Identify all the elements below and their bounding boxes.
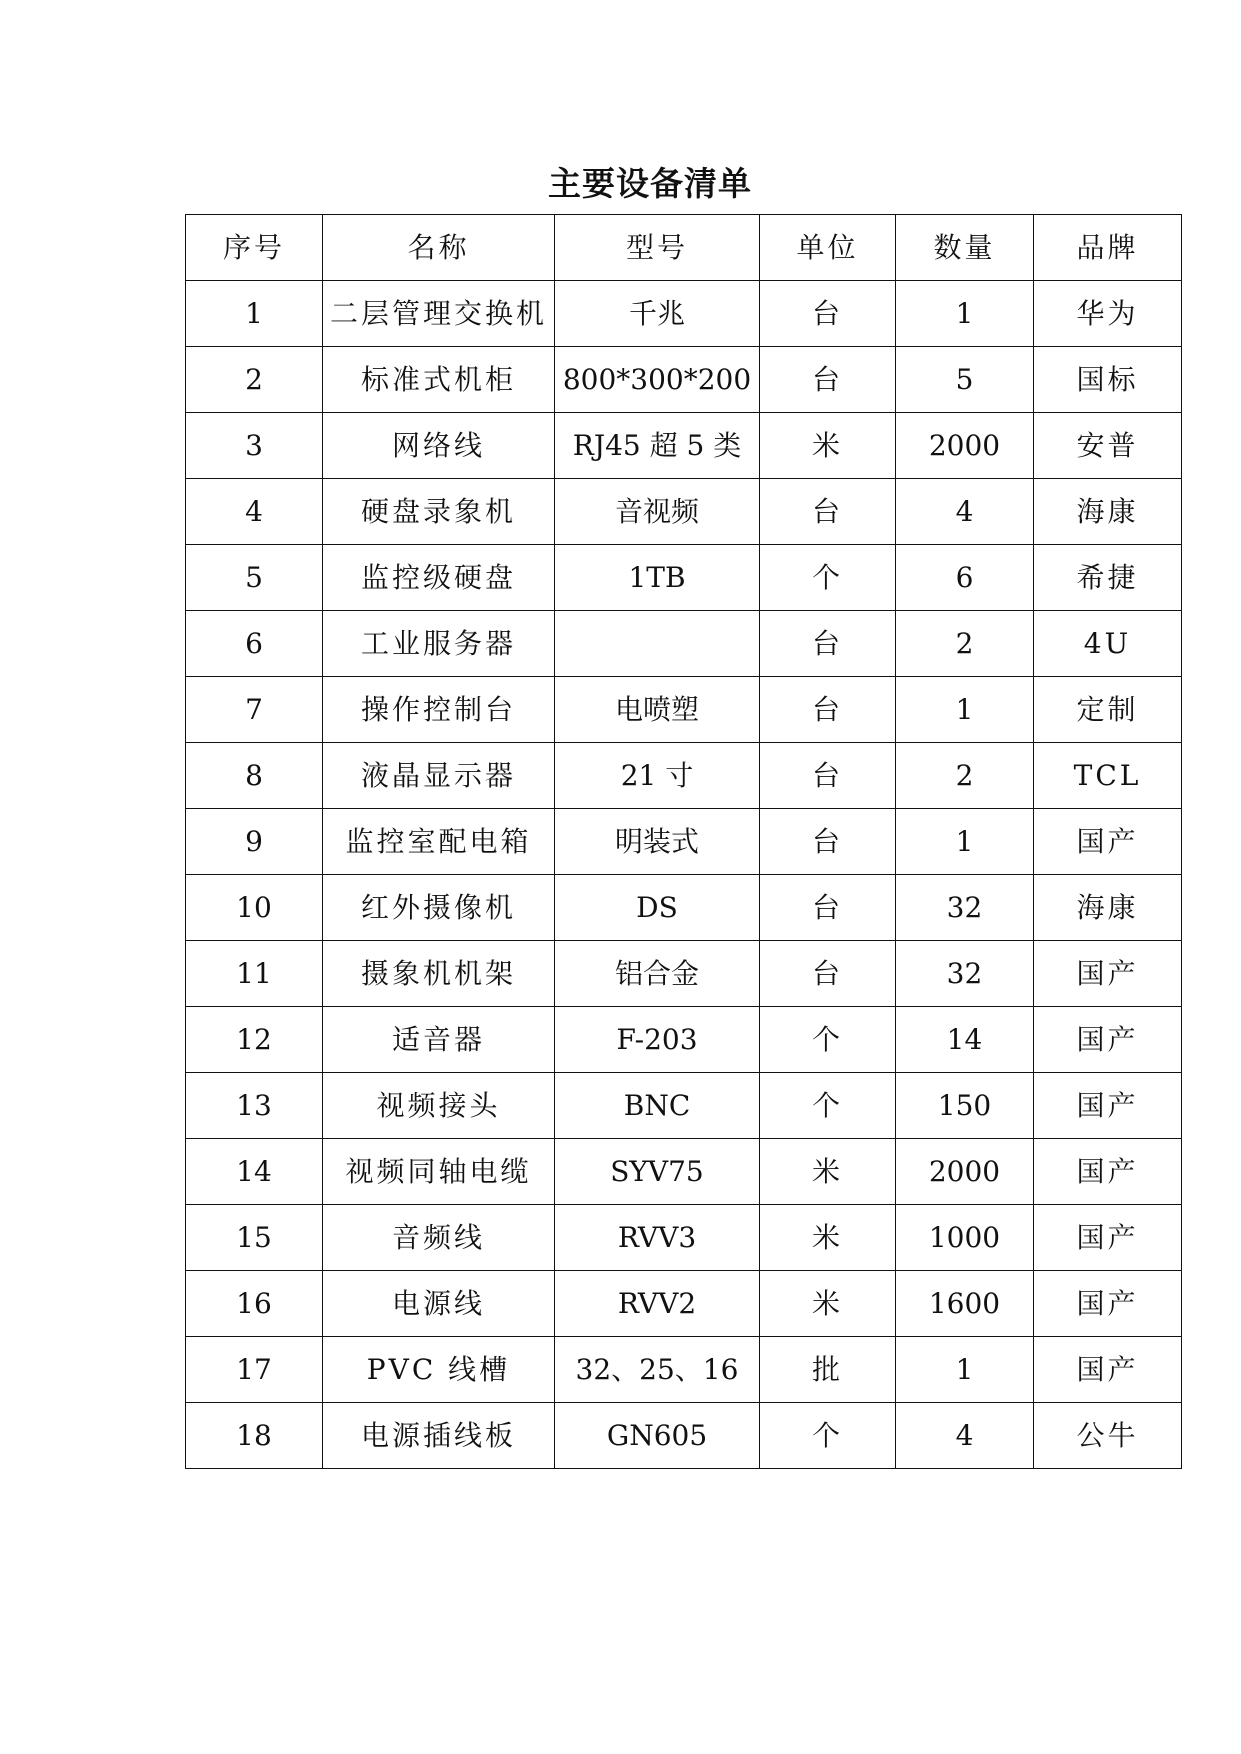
cell-serial-number: 10 — [186, 875, 323, 941]
cell-quantity: 1 — [896, 809, 1034, 875]
cell-brand: 定制 — [1034, 677, 1182, 743]
cell-serial-number: 5 — [186, 545, 323, 611]
table-row — [186, 545, 1182, 611]
cell-quantity: 2000 — [896, 1139, 1034, 1205]
cell-model: RJ45 超 5 类 — [555, 413, 760, 479]
cell-model: 音视频 — [555, 479, 760, 545]
cell-serial-number: 14 — [186, 1139, 323, 1205]
cell-model — [555, 611, 760, 677]
cell-model: RVV3 — [555, 1205, 760, 1271]
cell-brand: 海康 — [1034, 875, 1182, 941]
cell-model: SYV75 — [555, 1139, 760, 1205]
cell-serial-number: 8 — [186, 743, 323, 809]
cell-model: 千兆 — [555, 281, 760, 347]
cell-brand: 国产 — [1034, 809, 1182, 875]
cell-name: 液晶显示器 — [323, 743, 555, 809]
cell-name: 适音器 — [323, 1007, 555, 1073]
cell-unit: 米 — [760, 1205, 896, 1271]
cell-name: 网络线 — [323, 413, 555, 479]
table-row — [186, 479, 1182, 545]
table-row — [186, 1403, 1182, 1469]
cell-quantity: 150 — [896, 1073, 1034, 1139]
cell-model: 32、25、16 — [555, 1337, 760, 1403]
cell-brand: 4U — [1034, 611, 1182, 677]
cell-name: 视频同轴电缆 — [323, 1139, 555, 1205]
table-row — [186, 281, 1182, 347]
cell-name: 标准式机柜 — [323, 347, 555, 413]
cell-quantity: 4 — [896, 1403, 1034, 1469]
cell-quantity: 32 — [896, 875, 1034, 941]
cell-name: 工业服务器 — [323, 611, 555, 677]
table-row — [186, 809, 1182, 875]
cell-quantity: 1 — [896, 1337, 1034, 1403]
cell-unit: 台 — [760, 875, 896, 941]
header-model: 型号 — [555, 215, 760, 281]
cell-serial-number: 9 — [186, 809, 323, 875]
cell-brand: 国产 — [1034, 1337, 1182, 1403]
equipment-table — [185, 214, 1182, 1469]
cell-unit: 个 — [760, 1007, 896, 1073]
cell-model: 明装式 — [555, 809, 760, 875]
cell-model: DS — [555, 875, 760, 941]
cell-model: RVV2 — [555, 1271, 760, 1337]
cell-quantity: 2 — [896, 611, 1034, 677]
table-row — [186, 743, 1182, 809]
table-row — [186, 413, 1182, 479]
cell-serial-number: 16 — [186, 1271, 323, 1337]
cell-unit: 个 — [760, 1403, 896, 1469]
table-row — [186, 1205, 1182, 1271]
table-row — [186, 677, 1182, 743]
cell-brand: TCL — [1034, 743, 1182, 809]
cell-brand: 国标 — [1034, 347, 1182, 413]
cell-brand: 国产 — [1034, 941, 1182, 1007]
cell-serial-number: 13 — [186, 1073, 323, 1139]
header-serial-number: 序号 — [186, 215, 323, 281]
cell-quantity: 1 — [896, 281, 1034, 347]
cell-unit: 米 — [760, 1271, 896, 1337]
cell-brand: 希捷 — [1034, 545, 1182, 611]
cell-brand: 国产 — [1034, 1271, 1182, 1337]
cell-name: 监控室配电箱 — [323, 809, 555, 875]
cell-name: PVC 线槽 — [323, 1337, 555, 1403]
cell-quantity: 2000 — [896, 413, 1034, 479]
header-brand: 品牌 — [1034, 215, 1182, 281]
cell-model: 21 寸 — [555, 743, 760, 809]
cell-unit: 米 — [760, 1139, 896, 1205]
cell-model: 1TB — [555, 545, 760, 611]
cell-unit: 批 — [760, 1337, 896, 1403]
cell-brand: 国产 — [1034, 1205, 1182, 1271]
cell-name: 摄象机机架 — [323, 941, 555, 1007]
cell-quantity: 2 — [896, 743, 1034, 809]
cell-serial-number: 7 — [186, 677, 323, 743]
cell-unit: 台 — [760, 611, 896, 677]
cell-serial-number: 6 — [186, 611, 323, 677]
cell-brand: 国产 — [1034, 1007, 1182, 1073]
cell-serial-number: 18 — [186, 1403, 323, 1469]
cell-unit: 台 — [760, 743, 896, 809]
table-row — [186, 941, 1182, 1007]
header-unit: 单位 — [760, 215, 896, 281]
cell-unit: 台 — [760, 479, 896, 545]
cell-unit: 个 — [760, 545, 896, 611]
cell-name: 操作控制台 — [323, 677, 555, 743]
cell-serial-number: 4 — [186, 479, 323, 545]
cell-unit: 台 — [760, 941, 896, 1007]
document-title: 主要设备清单 — [548, 164, 752, 203]
cell-brand: 国产 — [1034, 1139, 1182, 1205]
cell-quantity: 1 — [896, 677, 1034, 743]
cell-unit: 台 — [760, 809, 896, 875]
cell-quantity: 14 — [896, 1007, 1034, 1073]
cell-name: 红外摄像机 — [323, 875, 555, 941]
cell-name: 硬盘录象机 — [323, 479, 555, 545]
cell-quantity: 1000 — [896, 1205, 1034, 1271]
cell-model: F-203 — [555, 1007, 760, 1073]
table-row — [186, 875, 1182, 941]
header-quantity: 数量 — [896, 215, 1034, 281]
header-name: 名称 — [323, 215, 555, 281]
table-row — [186, 1139, 1182, 1205]
table-row — [186, 1271, 1182, 1337]
cell-serial-number: 17 — [186, 1337, 323, 1403]
cell-brand: 国产 — [1034, 1073, 1182, 1139]
cell-serial-number: 1 — [186, 281, 323, 347]
table-row — [186, 347, 1182, 413]
cell-name: 二层管理交换机 — [323, 281, 555, 347]
table-row — [186, 1007, 1182, 1073]
table-body — [186, 281, 1182, 1469]
cell-name: 监控级硬盘 — [323, 545, 555, 611]
cell-quantity: 1600 — [896, 1271, 1034, 1337]
cell-unit: 台 — [760, 677, 896, 743]
cell-name: 音频线 — [323, 1205, 555, 1271]
cell-unit: 台 — [760, 347, 896, 413]
cell-model: 电喷塑 — [555, 677, 760, 743]
cell-name: 视频接头 — [323, 1073, 555, 1139]
cell-unit: 台 — [760, 281, 896, 347]
cell-quantity: 5 — [896, 347, 1034, 413]
cell-serial-number: 11 — [186, 941, 323, 1007]
cell-serial-number: 15 — [186, 1205, 323, 1271]
cell-brand: 安普 — [1034, 413, 1182, 479]
cell-serial-number: 12 — [186, 1007, 323, 1073]
cell-brand: 公牛 — [1034, 1403, 1182, 1469]
cell-serial-number: 2 — [186, 347, 323, 413]
cell-brand: 海康 — [1034, 479, 1182, 545]
cell-model: 800*300*200 — [555, 347, 760, 413]
table-row — [186, 1337, 1182, 1403]
cell-model: BNC — [555, 1073, 760, 1139]
cell-quantity: 6 — [896, 545, 1034, 611]
table-row — [186, 1073, 1182, 1139]
cell-model: GN605 — [555, 1403, 760, 1469]
cell-model: 铝合金 — [555, 941, 760, 1007]
cell-serial-number: 3 — [186, 413, 323, 479]
cell-name: 电源线 — [323, 1271, 555, 1337]
cell-name: 电源插线板 — [323, 1403, 555, 1469]
cell-quantity: 32 — [896, 941, 1034, 1007]
cell-quantity: 4 — [896, 479, 1034, 545]
table-row — [186, 611, 1182, 677]
cell-unit: 米 — [760, 413, 896, 479]
cell-brand: 华为 — [1034, 281, 1182, 347]
table-header-row — [186, 215, 1182, 281]
cell-unit: 个 — [760, 1073, 896, 1139]
